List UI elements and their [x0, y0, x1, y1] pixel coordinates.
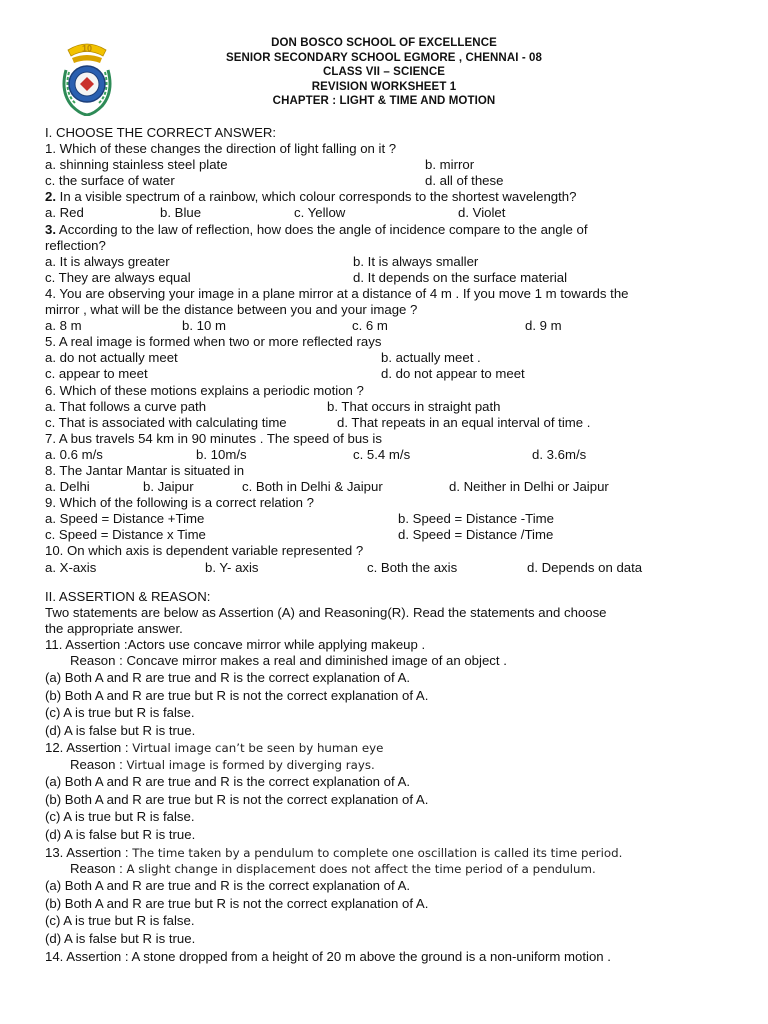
q11-option-a: (a) Both A and R are true and R is the correct explanation of A.	[45, 670, 411, 686]
q6-option-a: a. That follows a curve path	[45, 398, 207, 414]
section-2-intro-cont: the appropriate answer.	[45, 620, 183, 636]
q7-option-b: b. 10m/s	[196, 446, 247, 462]
question-1: 1. Which of these changes the direction of light falling on it ?	[45, 141, 397, 157]
q12-option-b: (b) Both A and R are true but R is not the correct explanation of A.	[45, 791, 429, 807]
class-line: CLASS VII – SCIENCE	[322, 66, 446, 79]
q4-option-c: c. 6 m	[352, 318, 388, 334]
q2-option-a: a. Red	[45, 205, 84, 221]
assertion-11: 11. Assertion :Actors use concave mirror while applying makeup .	[45, 636, 426, 652]
q3-option-d: d. It depends on the surface material	[353, 269, 568, 285]
q5-option-b: b. actually meet .	[381, 350, 481, 366]
q9-option-a: a. Speed = Distance +Time	[45, 511, 205, 527]
q7-option-c: c. 5.4 m/s	[353, 446, 411, 462]
q7-option-d: d. 3.6m/s	[532, 446, 587, 462]
question-4-cont: mirror , what will be the distance between you and your image ?	[45, 302, 418, 318]
q5-option-a: a. do not actually meet	[45, 350, 178, 366]
q8-option-a: a. Delhi	[45, 479, 90, 495]
question-4: 4. You are observing your image in a plane mirror at a distance of 4 m . If you move 1 m towards the	[45, 285, 629, 301]
question-4-options	[45, 318, 745, 334]
q10-option-d: d. Depends on data	[527, 559, 643, 575]
q1-option-d: d. all of these	[425, 173, 504, 189]
q9-option-b: b. Speed = Distance -Time	[398, 511, 555, 527]
q12-option-c: (c) A is true but R is false.	[45, 809, 195, 825]
q3-option-b: b. It is always smaller	[353, 253, 479, 269]
q12-option-a: (a) Both A and R are true and R is the correct explanation of A.	[45, 774, 411, 790]
q8-option-c: c. Both in Delhi & Jaipur	[242, 479, 383, 495]
q3-option-a: a. It is always greater	[45, 253, 170, 269]
question-8: 8. The Jantar Mantar is situated in	[45, 462, 245, 478]
q3-option-c: c. They are always equal	[45, 269, 191, 285]
q1-option-c: c. the surface of water	[45, 173, 175, 189]
q7-option-a: a. 0.6 m/s	[45, 446, 103, 462]
worksheet-title: REVISION WORKSHEET 1	[311, 80, 457, 93]
question-10: 10. On which axis is dependent variable represented ?	[45, 543, 364, 559]
reason-13: Reason : A slight change in displacement does not affect the time period of a pendulum.	[70, 861, 596, 877]
question-6-options-cd	[45, 415, 745, 431]
q8-option-b: b. Jaipur	[143, 479, 194, 495]
q10-option-a: a. X-axis	[45, 559, 97, 575]
logo-number: 10	[81, 43, 93, 54]
q8-option-d: d. Neither in Delhi or Jaipur	[449, 479, 609, 495]
q6-option-b: b. That occurs in straight path	[327, 398, 501, 414]
q9-option-d: d. Speed = Distance /Time	[398, 527, 554, 543]
school-name: DON BOSCO SCHOOL OF EXCELLENCE	[271, 37, 497, 49]
question-3-cont: reflection?	[45, 237, 106, 253]
question-8-options	[45, 479, 745, 495]
q11-option-d: (d) A is false but R is true.	[45, 722, 196, 738]
question-1-options-ab	[45, 157, 745, 173]
question-3: 3. According to the law of reflection, how does the angle of incidence compare to the angle of	[45, 221, 588, 237]
question-5-options-ab	[45, 350, 745, 366]
section-2-intro: Two statements are below as Assertion (A) and Reasoning(R). Read the statements and choose	[45, 604, 607, 620]
q10-option-c: c. Both the axis	[367, 559, 458, 575]
q6-option-c: c. That is associated with calculating time	[45, 414, 287, 430]
q9-option-c: c. Speed = Distance x Time	[45, 527, 206, 543]
question-9: 9. Which of the following is a correct relation ?	[45, 495, 315, 511]
q11-option-b: (b) Both A and R are true but R is not the correct explanation of A.	[45, 687, 429, 703]
assertion-13: 13. Assertion : The time taken by a pendulum to complete one oscillation is called its time period.	[45, 844, 623, 860]
question-3-options-cd	[45, 270, 745, 286]
q6-option-d: d. That repeats in an equal interval of time .	[337, 414, 591, 430]
assertion-14: 14. Assertion : A stone dropped from a height of 20 m above the ground is a non-uniform motion .	[45, 948, 611, 964]
q11-option-c: (c) A is true but R is false.	[45, 705, 195, 721]
question-2: 2. In a visible spectrum of a rainbow, which colour corresponds to the shortest wavelength?	[45, 189, 577, 205]
section-2-title: II. ASSERTION & REASON:	[45, 588, 211, 604]
question-7-options	[45, 447, 745, 463]
question-5: 5. A real image is formed when two or more reflected rays	[45, 334, 382, 350]
question-5-options-cd	[45, 366, 745, 382]
q13-option-c: (c) A is true but R is false.	[45, 913, 195, 929]
reason-12: Reason : Virtual image is formed by diverging rays.	[70, 757, 375, 773]
q4-option-b: b. 10 m	[182, 318, 226, 334]
q1-option-a: a. shinning stainless steel plate	[45, 157, 228, 173]
q2-option-b: b. Blue	[160, 205, 202, 221]
q13-option-b: (b) Both A and R are true but R is not the correct explanation of A.	[45, 895, 429, 911]
q13-option-a: (a) Both A and R are true and R is the correct explanation of A.	[45, 878, 411, 894]
worksheet-body	[45, 125, 745, 965]
school-crest-logo-icon	[58, 40, 116, 116]
q12-option-d: (d) A is false but R is true.	[45, 826, 196, 842]
q5-option-c: c. appear to meet	[45, 366, 148, 382]
q5-option-d: d. do not appear to meet	[381, 366, 525, 382]
question-9-options-ab	[45, 511, 745, 527]
question-6: 6. Which of these motions explains a periodic motion ?	[45, 382, 364, 398]
q2-option-c: c. Yellow	[294, 205, 346, 221]
reason-11: Reason : Concave mirror makes a real and diminished image of an object .	[70, 653, 507, 668]
chapter-title: CHAPTER : LIGHT & TIME AND MOTION	[272, 95, 496, 108]
question-2-options	[45, 205, 745, 221]
school-address: SENIOR SECONDARY SCHOOL EGMORE , CHENNAI - 08	[225, 51, 543, 64]
question-9-options-cd	[45, 527, 745, 543]
q4-option-d: d. 9 m	[525, 318, 562, 334]
question-6-options-ab	[45, 399, 745, 415]
section-1-title: I. CHOOSE THE CORRECT ANSWER:	[45, 125, 277, 140]
q4-option-a: a. 8 m	[45, 318, 82, 334]
question-10-options	[45, 560, 745, 576]
q10-option-b: b. Y- axis	[205, 559, 259, 575]
assertion-12: 12. Assertion : Virtual image can’t be seen by human eye	[45, 740, 384, 756]
question-3-options-ab	[45, 254, 745, 270]
q13-option-d: (d) A is false but R is true.	[45, 931, 196, 946]
question-1-options-cd	[45, 173, 745, 189]
q2-option-d: d. Violet	[458, 205, 506, 221]
q1-option-b: b. mirror	[425, 157, 475, 173]
question-7: 7. A bus travels 54 km in 90 minutes . The speed of bus is	[45, 430, 382, 446]
